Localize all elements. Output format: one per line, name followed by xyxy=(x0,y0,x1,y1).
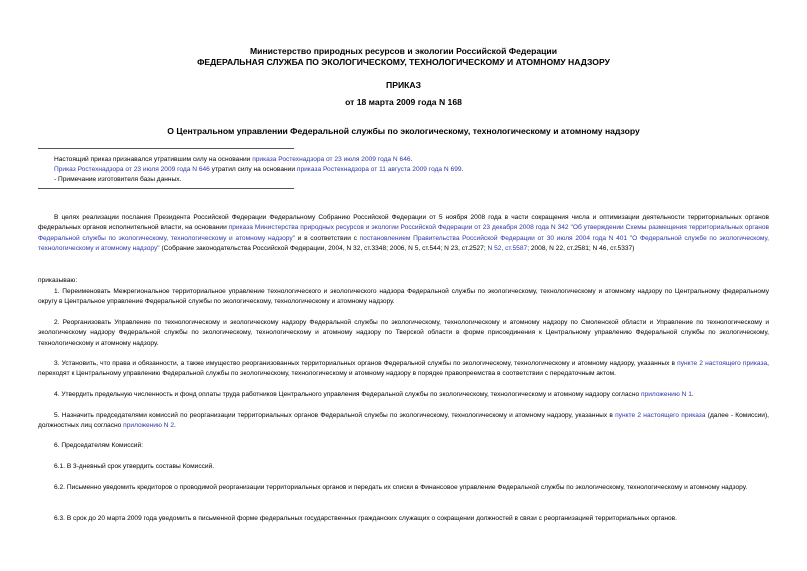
note-1-link[interactable]: приказа Ростехнадзора от 23 июля 2009 года N 646 xyxy=(252,156,411,163)
note-line-3: - Примечание изготовителя базы данных. xyxy=(54,176,182,183)
note-line-2 xyxy=(54,165,463,175)
item-2: 2. Реорганизовать Управление по технологическому и экологическому надзору Федеральной службы по экологическому, технологическому и атомному надзору по Смоленской области и Управление по технологическому и экологическому надзору Федеральной службы по экологическому, технологическому и атомному надзору по Тверской области в форме присоединения к Центральному управлению Федеральной службы по экологическому, технологическому и атомному надзору. xyxy=(38,319,769,347)
item-5-text-3: . xyxy=(174,422,176,430)
item-5-link-b[interactable]: приложению N 2 xyxy=(123,422,175,430)
item-5-text-2: (далее - Комиссии), должностных лиц согласно xyxy=(38,412,770,430)
item-3-text-1: 3. Установить, что права и обязанности, а также имущество реорганизованных территориальных органов Федеральной службы по экологическому, технологическому и атомному надзору, указанных в xyxy=(54,360,678,367)
ministry-line: Министерство природных ресурсов и экологии Российской Федерации xyxy=(250,46,557,56)
item-5-text-1: 5. Назначить председателями комиссий по реорганизации территориальных органов Федеральной службы по экологическому, технологическому и атомному надзору, указанных в xyxy=(54,412,616,419)
item-3 xyxy=(38,359,769,380)
note-2-link-a[interactable]: Приказ Ростехнадзора от 23 июля 2009 года N 646 xyxy=(54,166,210,173)
doc-date-number: от 18 марта 2009 года N 168 xyxy=(345,97,462,107)
notes-top-divider xyxy=(38,148,294,149)
doc-type: ПРИКАЗ xyxy=(386,80,421,90)
preamble-text-1: В целях реализации послания Президента Российской Федерации Федеральному Собранию Российской Федерации от 5 ноября 2008 года в части сокращения числа и оптимизации деятельности территориальных органов федеральных органов исполнительной власти, на основании xyxy=(38,214,769,232)
item-5 xyxy=(38,411,769,432)
item-4-text-2: . xyxy=(691,391,694,398)
item-4-link[interactable]: приложению N 1 xyxy=(640,391,692,398)
preamble-link-ministry-order[interactable]: приказа Министерства природных ресурсов и экологии Российской Федерации от 23 декабря 2008 года N 342 "Об утверждении Схемы размещения территориальных органов Федеральной службы по экологическому, технологическому и атомному надзору" xyxy=(38,224,769,242)
item-6-3: 6.3. В срок до 20 марта 2009 года уведомить в письменной форме федеральных государственных гражданских служащих о сокращении должностей в связи с реорганизацией территориальных органов. xyxy=(54,515,678,522)
note-1-text: Настоящий приказ признавался утратившим силу на основании xyxy=(54,156,253,163)
item-4-text-1: 4. Утвердить предельную численность и фонд оплаты труда работников Центрального управления Федеральной службы по экологическому, технологическому и атомному надзору согласно xyxy=(54,391,641,398)
item-3-link[interactable]: пункте 2 настоящего приказа xyxy=(677,360,768,367)
preamble-paragraph xyxy=(38,213,769,255)
preamble-text-4: ; 2008, N 22, ст.2581; N 46, ст.5337) xyxy=(527,245,635,253)
item-6: 6. Председателям Комиссий: xyxy=(54,442,143,449)
preamble-link-government-decree[interactable]: постановлением Правительства Российской Федерации от 30 июля 2004 года N 401 "О Федеральной службе по экологическому, технологическому и атомному надзору" xyxy=(38,234,769,253)
item-4 xyxy=(38,390,769,400)
preamble-text-3: (Собрание законодательства Российской Федерации, 2004, N 32, ст.3348; 2006, N 5, ст.544; N 23, ст.2527; xyxy=(159,245,488,253)
item-6-2: 6.2. Письменно уведомить кредиторов о проводимой реорганизации территориальных органов и передать их списки в Финансовое управление Федеральной службы по экологическому, технологическому и атомному надзору. xyxy=(54,484,748,491)
item-6-1: 6.1. В 3-дневный срок утвердить составы Комиссий. xyxy=(54,463,215,470)
preamble-text-2: и в соответствии с xyxy=(295,234,360,242)
note-line-1 xyxy=(54,155,412,165)
note-2-end: . xyxy=(461,166,464,173)
doc-subject: О Центральном управлении Федеральной службы по экологическому, технологическому и атомному надзору xyxy=(167,126,640,136)
note-2-link-b[interactable]: приказа Ростехнадзора от 11 августа 2009 года N 699 xyxy=(296,166,462,173)
item-5-link-a[interactable]: пункте 2 настоящего приказа xyxy=(615,412,706,419)
note-2-text: утратил силу на основании xyxy=(209,166,297,173)
notes-bottom-divider xyxy=(38,188,294,189)
note-1-end: . xyxy=(410,156,413,163)
service-line: ФЕДЕРАЛЬНАЯ СЛУЖБА ПО ЭКОЛОГИЧЕСКОМУ, ТЕХНОЛОГИЧЕСКОМУ И АТОМНОМУ НАДЗОРУ xyxy=(197,57,610,67)
preamble-link-n52[interactable]: N 52, ст.5587 xyxy=(487,245,528,253)
order-word: приказываю: xyxy=(38,277,78,284)
item-3-text-2: , переходят к Центральному управлению Федеральной службы по экологическому, технологическому и атомному надзору в порядке правопреемства в соответствии с передаточным актом. xyxy=(38,360,769,378)
item-1: 1. Переименовать Межрегиональное территориальное управление технологического и экологического надзора Федеральной службы по экологическому, технологическому и атомному надзору по Центральному федеральному округу в Центральное управление Федеральной службы по экологическому, технологическому и атомному надзору. xyxy=(38,288,769,306)
